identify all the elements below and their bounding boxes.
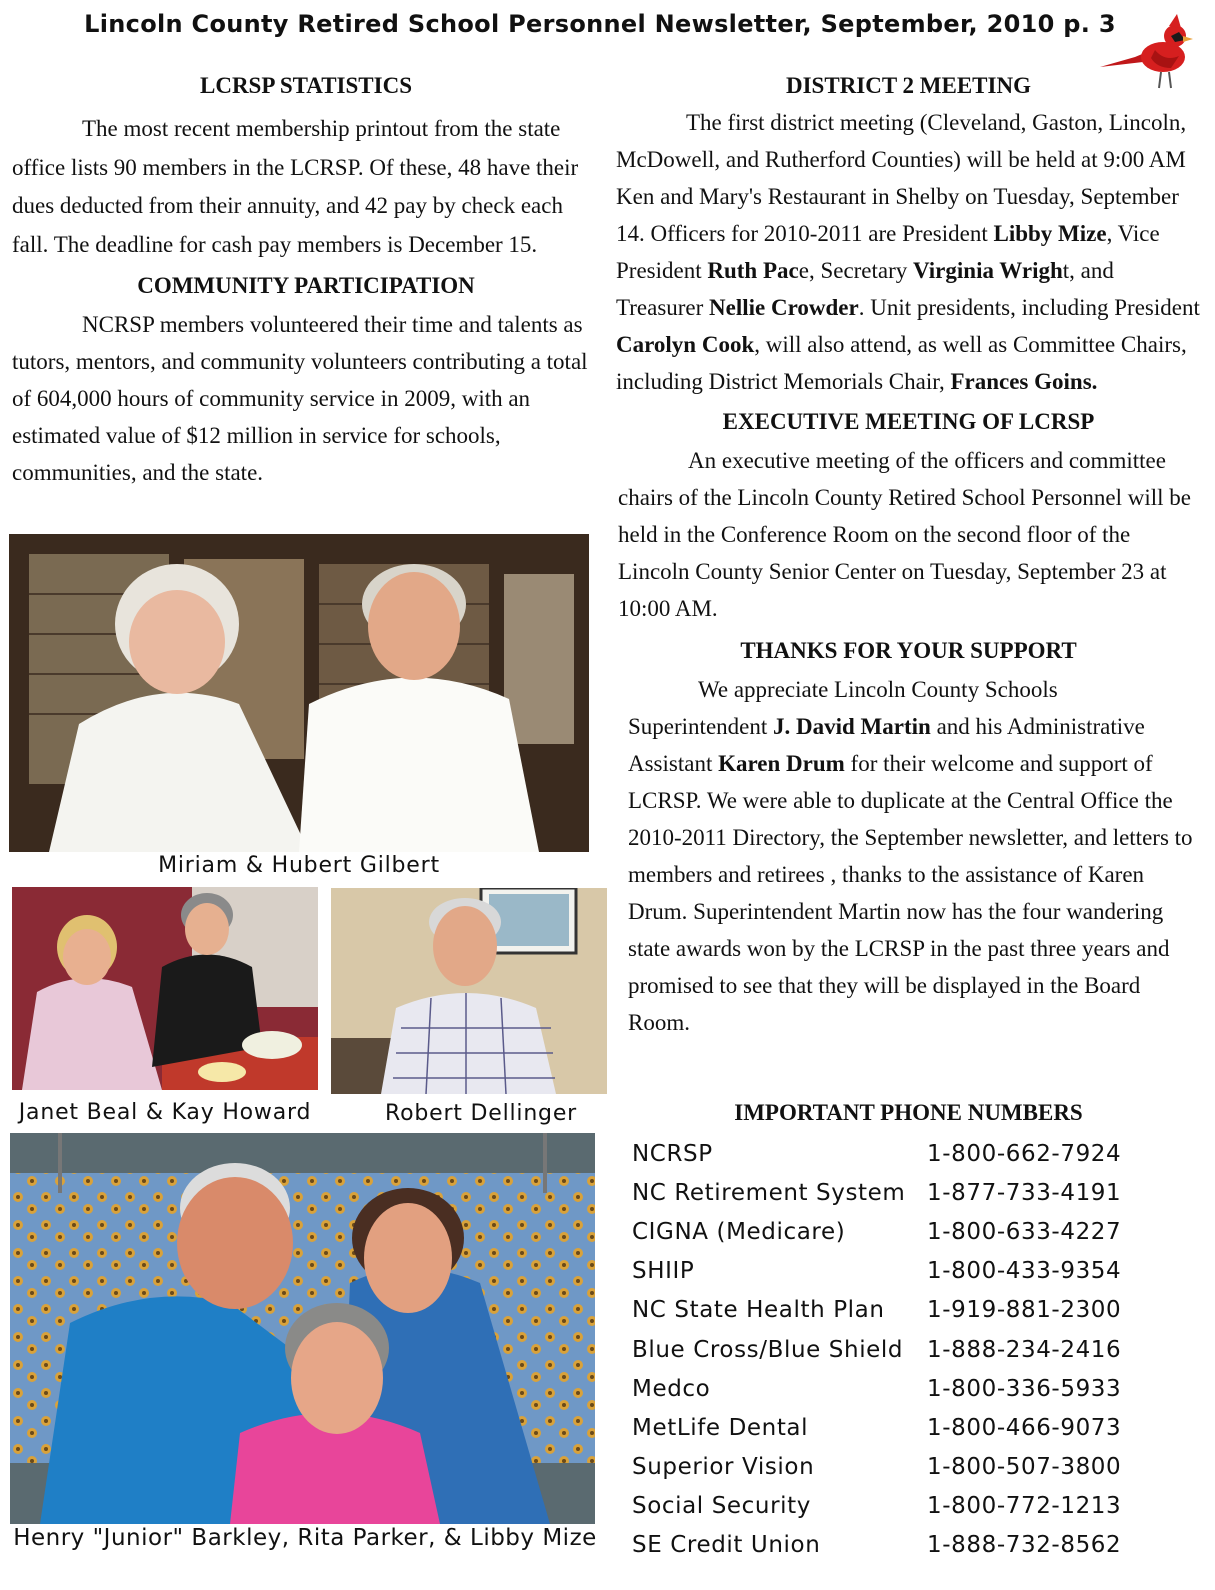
district-name-unit-president: Carolyn Cook bbox=[616, 332, 755, 357]
district-name-memorials-chair: Frances Goins. bbox=[950, 369, 1098, 394]
phone-numbers-heading: IMPORTANT PHONE NUMBERS bbox=[734, 1100, 1083, 1125]
caption-dellinger: Robert Dellinger bbox=[384, 1101, 578, 1126]
thanks-name-superintendent: J. David Martin bbox=[773, 714, 931, 739]
phone-row bbox=[632, 1448, 1192, 1487]
caption-barkley-parker-mize: Henry "Junior" Barkley, Rita Parker, & Libby Mize bbox=[13, 1525, 597, 1551]
left-column bbox=[12, 70, 600, 491]
phone-name: CIGNA (Medicare) bbox=[632, 1218, 846, 1245]
phone-row bbox=[632, 1408, 1192, 1447]
phone-number: 1-800-466-9073 bbox=[927, 1414, 1122, 1441]
phone-row bbox=[632, 1487, 1192, 1526]
photo-miriam-hubert-gilbert bbox=[9, 534, 589, 852]
phone-row bbox=[632, 1369, 1192, 1408]
phone-row bbox=[632, 1212, 1192, 1251]
district-text-6: , will also attend, as well as Committee Chairs, including District Memorials Chair, bbox=[616, 332, 1187, 394]
phone-row bbox=[632, 1173, 1192, 1212]
district-text-2: , Vice President bbox=[616, 221, 1160, 283]
phone-name: NC State Health Plan bbox=[632, 1297, 885, 1324]
phone-name: NCRSP bbox=[632, 1140, 713, 1167]
community-paragraph: NCRSP members volunteered their time and talents as tutors, mentors, and community volunteers contributing a total of 604,000 hours of community service in 2009, with an estimated value of $12 million in service for schools, communities, and the state. bbox=[12, 312, 588, 485]
district-name-secretary: Virginia Wrigh bbox=[913, 258, 1063, 283]
phone-number: 1-800-772-1213 bbox=[927, 1493, 1122, 1520]
district-heading: DISTRICT 2 MEETING bbox=[786, 73, 1031, 98]
phone-number: 1-800-336-5933 bbox=[927, 1375, 1122, 1402]
photo-robert-dellinger bbox=[331, 888, 607, 1094]
photo-barkley-parker-mize bbox=[10, 1133, 595, 1524]
caption-gilbert: Miriam & Hubert Gilbert bbox=[158, 853, 440, 878]
thanks-text-3: for their welcome and support of LCRSP. We were able to duplicate at the Central Office the 2010-2011 Directory, the September newsletter, and letters to members and retirees , thanks to the assistance of Karen Drum. Superintendent Martin now has the four wandering state awards won by the LCRSP in the past three years and promised to see that they will be displayed in the Board Room. bbox=[628, 751, 1193, 1035]
thanks-text-2: and his Administrative Assistant bbox=[628, 714, 1145, 776]
phone-number: 1-877-733-4191 bbox=[927, 1179, 1122, 1206]
phone-number: 1-800-633-4227 bbox=[927, 1218, 1122, 1245]
thanks-paragraph bbox=[616, 671, 1201, 1041]
phone-number: 1-800-662-7924 bbox=[927, 1140, 1122, 1167]
phone-row bbox=[632, 1134, 1192, 1173]
phone-name: MetLife Dental bbox=[632, 1414, 809, 1441]
photo-janet-beal-kay-howard bbox=[12, 887, 318, 1090]
district-name-vice-president: Ruth Pac bbox=[707, 258, 799, 283]
phone-row bbox=[632, 1526, 1192, 1565]
thanks-text-1: We appreciate Lincoln County Schools Superintendent bbox=[628, 677, 1058, 739]
district-text-1: The first district meeting (Cleveland, Gaston, Lincoln, McDowell, and Rutherford Counties) will be held at 9:00 AM Ken and Mary's Restaurant in Shelby on Tuesday, September 14. Officers for 2010-2011 are President bbox=[616, 110, 1187, 246]
stats-heading: LCRSP STATISTICS bbox=[200, 73, 412, 98]
district-text-5: . Unit presidents, including President bbox=[858, 295, 1200, 320]
community-heading: COMMUNITY PARTICIPATION bbox=[137, 273, 475, 298]
phone-number: 1-800-433-9354 bbox=[927, 1258, 1122, 1285]
phone-number: 1-888-234-2416 bbox=[927, 1336, 1122, 1363]
district-paragraph bbox=[616, 104, 1201, 400]
right-column bbox=[616, 70, 1201, 1041]
thanks-heading: THANKS FOR YOUR SUPPORT bbox=[740, 638, 1077, 663]
district-text-3: e, Secretary bbox=[798, 258, 914, 283]
newsletter-title: Lincoln County Retired School Personnel Newsletter, September, 2010 p. 3 bbox=[84, 10, 1116, 38]
phone-number: 1-919-881-2300 bbox=[927, 1297, 1122, 1324]
phone-row bbox=[632, 1252, 1192, 1291]
phone-name: SHIIP bbox=[632, 1258, 695, 1285]
caption-beal-howard: Janet Beal & Kay Howard bbox=[18, 1100, 312, 1125]
executive-paragraph: An executive meeting of the officers and committee chairs of the Lincoln County Retired School Personnel will be held in the Conference Room on the second floor of the Lincoln County Senior Center on Tuesday, September 23 at 10:00 AM. bbox=[618, 448, 1191, 621]
phone-name: Social Security bbox=[632, 1493, 811, 1520]
phone-name: SE Credit Union bbox=[632, 1532, 821, 1559]
thanks-name-assistant: Karen Drum bbox=[718, 751, 845, 776]
phone-name: NC Retirement System bbox=[632, 1179, 906, 1206]
phone-name: Superior Vision bbox=[632, 1454, 815, 1481]
stats-paragraph: The most recent membership printout from the state office lists 90 members in the LCRSP. Of these, 48 have their dues deducted from their annuity, and 42 pay by check each fall. The deadline for cash pay members is December 15. bbox=[12, 116, 579, 257]
phone-name: Blue Cross/Blue Shield bbox=[632, 1336, 904, 1363]
phone-number: 1-800-507-3800 bbox=[927, 1454, 1122, 1481]
executive-heading: EXECUTIVE MEETING OF LCRSP bbox=[722, 409, 1095, 434]
phone-list bbox=[632, 1134, 1192, 1565]
phone-name: Medco bbox=[632, 1375, 711, 1402]
district-text-4: t, and Treasurer bbox=[616, 258, 1114, 320]
district-name-treasurer: Nellie Crowder bbox=[709, 295, 859, 320]
phone-row bbox=[632, 1291, 1192, 1330]
phone-row bbox=[632, 1330, 1192, 1369]
district-name-president: Libby Mize bbox=[993, 221, 1107, 246]
phone-number: 1-888-732-8562 bbox=[927, 1532, 1122, 1559]
